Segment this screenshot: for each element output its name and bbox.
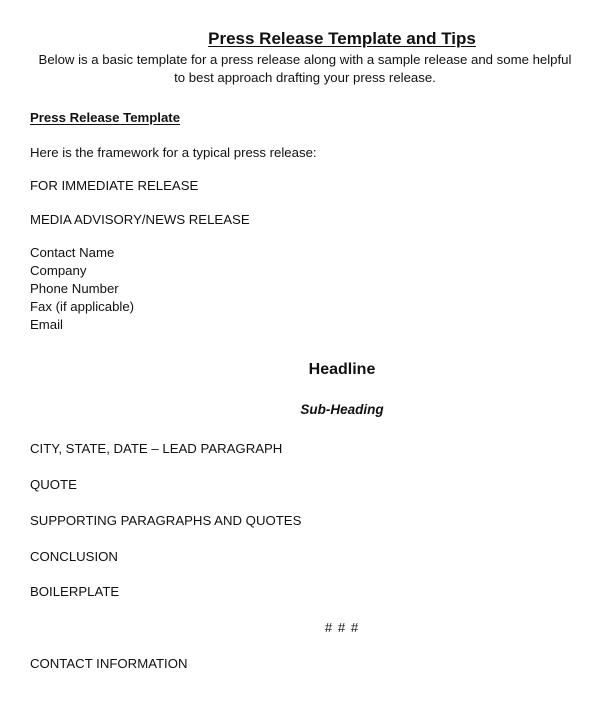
lead-paragraph-line: CITY, STATE, DATE – LEAD PARAGRAPH <box>30 441 283 456</box>
contact-name-line: Contact Name <box>30 245 115 260</box>
supporting-paragraphs-line: SUPPORTING PARAGRAPHS AND QUOTES <box>30 513 302 528</box>
company-line: Company <box>30 263 87 278</box>
immediate-release-line: FOR IMMEDIATE RELEASE <box>30 178 199 193</box>
contact-information-line: CONTACT INFORMATION <box>30 656 188 671</box>
email-line: Email <box>30 317 63 332</box>
sub-heading: Sub-Heading <box>300 402 384 417</box>
intro-line-1: Below is a basic template for a press release along with a sample release and some helpful <box>38 52 572 67</box>
section-title: Press Release Template <box>30 110 181 125</box>
fax-line: Fax (if applicable) <box>30 299 135 314</box>
intro-text <box>0 51 600 87</box>
intro-line-2: to best approach drafting your press release. <box>174 70 436 85</box>
boilerplate-line: BOILERPLATE <box>30 584 120 599</box>
media-advisory-line: MEDIA ADVISORY/NEWS RELEASE <box>30 212 250 227</box>
document-title: Press Release Template and Tips <box>208 29 476 48</box>
headline: Headline <box>308 361 376 378</box>
conclusion-line: CONCLUSION <box>30 549 118 564</box>
quote-line: QUOTE <box>30 477 77 492</box>
end-mark: # # # <box>324 620 360 635</box>
phone-number-line: Phone Number <box>30 281 119 296</box>
framework-intro: Here is the framework for a typical press release: <box>30 145 317 160</box>
